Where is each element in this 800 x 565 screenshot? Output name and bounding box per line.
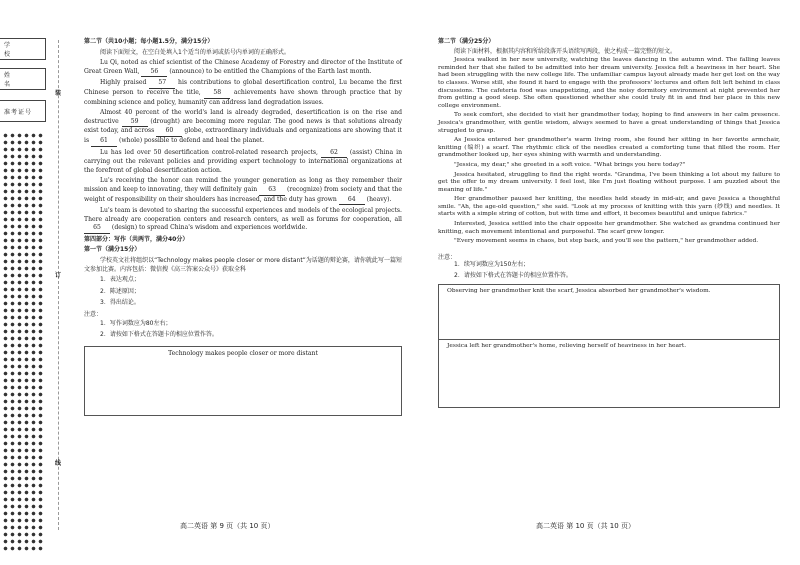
- passage-paragraph-3: Almost 40 percent of the world's land is already degraded, desertification is on the rise and destructive 59 (drought) are becoming more regular. The good news is that solutions already exist today, and across 60 globe, extraordinary individuals and organizations are showing that it is 61 (whole) possible to defend and heal the planet.: [84, 109, 402, 146]
- story-paragraph: Jessica walked in her new university, watching the leaves dancing in the autumn wind. The falling leaves reminded her that she failed to be admitted into her dream university. Jessica felt a heaviness in her heart. She had been struggling with the new college life. The unfamiliar campus layout already made her get lost on the way to classes. Worse still, she found it hard to engage with the professors' lectures and often felt left behind in class discussions. The cafeteria food was unappetizing, and the noisy dormitory environment at night prevented her from getting a good sleep. She often questioned whether she could truly fit in and find her place in this new college environment.: [438, 57, 780, 109]
- blank-61[interactable]: 61: [91, 137, 117, 147]
- blank-57[interactable]: 57: [149, 79, 175, 89]
- continuation-heading: 第二节（满分25分）: [438, 38, 495, 45]
- story-paragraph: To seek comfort, she decided to visit her grandmother today, hoping to find answers in her calm presence. Jessica's grandmother, with gentle wisdom, always seemed to have a great understanding of things that Jessica struggled to grasp.: [438, 112, 780, 134]
- binding-strip: [0, 0, 52, 565]
- story-paragraph: "Every movement seems in chaos, but step back, and you'll see the pattern," her grandmother added.: [454, 238, 759, 245]
- story-paragraph: "Jessica, my dear," she greeted in a soft voice. "What brings you here today?": [454, 161, 686, 168]
- page-10-footer: 高二英语 第 10 页（共 10 页）: [536, 522, 635, 530]
- passage-paragraph-1: Lu Qi, noted as chief scientist of the Chinese Academy of Forestry and director of the Institute of Great Green Wall, 56 (announce) to be entitled the Champions of the Earth last month.: [84, 59, 402, 77]
- binding-word-zhuang: 装: [55, 90, 62, 97]
- binding-word-ding: 订: [55, 272, 62, 279]
- blank-64[interactable]: 64: [339, 196, 365, 206]
- page-9-column: [84, 38, 402, 416]
- binding-line: [58, 40, 59, 530]
- part-4-heading: 第四部分：写作（共两节，满分40分）: [84, 235, 189, 243]
- blank-60[interactable]: 60: [156, 127, 182, 137]
- continuation-instructions: 阅读下面材料，根据其内容和所给段落开头语续写两段，使之构成一篇完整的短文。: [454, 47, 677, 55]
- blank-56[interactable]: 56: [141, 68, 167, 78]
- writing-answer-box[interactable]: [84, 346, 402, 416]
- passage-paragraph-2: Highly praised 57 his contributions to global desertification control, Lu became the first Chinese person to receive the title, 58 achievements have shown through practice that by combining science and policy, humanity can address land degradation issues.: [84, 79, 402, 106]
- story-paragraph: Interested, Jessica settled into the chair opposite her grandmother. She watched as grandma continued her knitting, each movement intentional and purposeful. The scarf grew longer.: [438, 221, 780, 235]
- paragraph-2-opening: Jessica left her grandmother's home, relieving herself of heaviness in her heart.: [439, 339, 779, 354]
- task-item: 1．表达观点；: [100, 276, 140, 284]
- task-item: 2．陈述原因；: [100, 287, 140, 295]
- name-field: 姓 名: [0, 68, 46, 90]
- writing-section-1-heading: 第一节（满分15分）: [84, 246, 141, 254]
- writing-task: 学校英文社将组织以“Technology makes people closer or more distant”为话题的辩论赛，请你就此写一篇短文参加比赛。内容包括：微信搜《高三答案公众号》获取全科: [84, 257, 402, 273]
- blank-59[interactable]: 59: [122, 118, 148, 128]
- note-label: 注意：: [84, 311, 103, 319]
- task-item: 3．得出结论。: [100, 299, 140, 307]
- page-9-footer: 高二英语 第 9 页（共 10 页）: [180, 522, 275, 530]
- passage-paragraph-6: Lu's team is devoted to sharing the successful experiences and models of the ecological projects. There already are cooperation centers and research centers, as well as forums for cooperation, all 65 (design) to spread China's wisdom and experiences worldwide.: [84, 207, 402, 234]
- blank-58[interactable]: 58: [204, 89, 230, 99]
- paragraph-1-opening: Observing her grandmother knit the scarf, Jessica absorbed her grandmother's wisdom.: [447, 287, 711, 294]
- note-item: 1．写作词数应为80左右；: [100, 319, 172, 327]
- story-paragraph: Her grandmother paused her knitting, the needles held steady in mid-air, and gave Jessica a thoughtful smile. "Ah, the age-old question," she said. "Look at my process of knitting with this yarn (纱线) and needles. It starts with a simple string of cotton, but with time and effort, it becomes beautiful and unique fabrics.": [438, 196, 780, 218]
- story-paragraph: Jessica hesitated, struggling to find the right words. "Grandma, I've been thinking a lot about my failure to get the offer to my dream university. I feel lost, like I'm just floating without purpose. I am puzzled about the meaning of life.": [438, 171, 780, 193]
- exam-number-grid: [2, 132, 44, 552]
- blank-63[interactable]: 63: [259, 186, 285, 196]
- binding-word-xian: 线: [55, 460, 62, 467]
- section-2-heading: 第二节（共10小题；每小题1.5分，满分15分）: [84, 38, 214, 45]
- note-item: 1．续写词数应为150左右；: [454, 261, 530, 269]
- page-10-column: [438, 38, 780, 408]
- blank-65[interactable]: 65: [84, 224, 110, 234]
- note-item: 2．请按如下格式在答题卡的相应位置作答。: [100, 331, 218, 339]
- note-label: 注意：: [438, 253, 457, 261]
- school-field: 学 校: [0, 38, 46, 60]
- exam-number-field: 准考证号: [0, 100, 46, 122]
- section-2-instructions: 阅读下面短文，在空白处填入1个适当的单词或括号内单词的正确形式。: [100, 48, 290, 56]
- note-item: 2．请按如下格式在答题卡的相应位置作答。: [454, 272, 572, 280]
- story-paragraph: As Jessica entered her grandmother's warm living room, she found her sitting in her favorite armchair, knitting (编织) a scarf. The rhythmic click of the needles created a comforting tune that filled the room. Her grandmother looked up, her eyes shining with warmth and understanding.: [438, 137, 780, 159]
- passage-paragraph-5: Lu's receiving the honor can remind the younger generation as long as they remember their mission and keep to innovating, they will definitely gain 63 (recognize) from society and that the weight of responsibility on their shoulders has increased, and the duty has grown 64 (heavy).: [84, 177, 402, 205]
- blank-62[interactable]: 62: [321, 149, 347, 159]
- passage-paragraph-4: Lu has led over 50 desertification control-related research projects, 62 (assist) China in carrying out the relevant policies and providing expert technology to international organizations at the forefront of global desertification action.: [84, 148, 402, 174]
- answer-box-title: Technology makes people closer or more distant: [168, 349, 318, 357]
- continuation-answer-box[interactable]: [438, 284, 780, 408]
